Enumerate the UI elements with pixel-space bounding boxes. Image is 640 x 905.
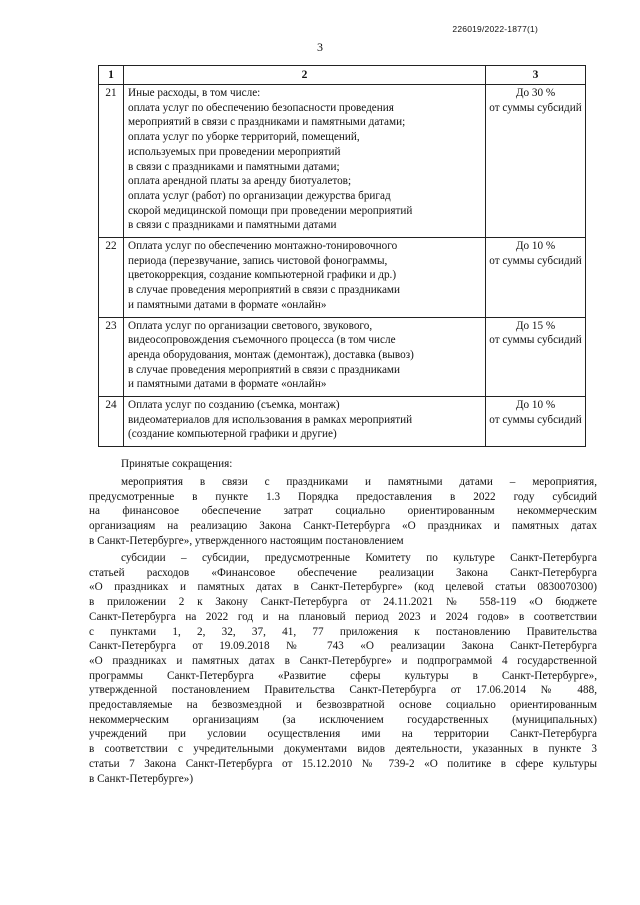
paragraph-line: статьей расходов «Финансовое обеспечение реализации Закона Санкт-Петербурга: [89, 566, 597, 579]
row-description: [124, 238, 486, 318]
paragraph-line: в приложении 2 к Закону Санкт-Петербурга от 24.11.2021 № 558-119 «О бюджете: [89, 596, 597, 609]
description-line: аренда оборудования, монтаж (демонтаж), доставка (вывоз): [128, 348, 414, 361]
description-line: и памятными датами в формате «онлайн»: [128, 378, 327, 391]
row-number: 21: [99, 85, 124, 238]
description-line: оплата услуг (работ) по организации дежурства бригад: [128, 189, 391, 202]
paragraph-line: предусмотренные в пункте 1.3 Порядка предоставления в 2022 году субсидий: [89, 490, 597, 503]
table-row: [99, 317, 586, 397]
paragraph-line: статьи 7 Закона Санкт-Петербурга от 15.12.2010 № 739-2 «О политике в сфере культуры: [89, 757, 597, 770]
limit-basis: от суммы субсидий: [489, 413, 582, 426]
column-header-2: 2: [124, 66, 486, 85]
description-line: оплата услуг по уборке территорий, помещений,: [128, 131, 360, 144]
document-id: 226019/2022-1877(1): [452, 24, 538, 34]
limit-percent: До 30 %: [515, 87, 556, 99]
row-limit: [486, 397, 586, 447]
table-row: [99, 397, 586, 447]
description-line: в связи с праздниками и памятными датами: [128, 219, 337, 232]
description-line: мероприятий в связи с праздниками и памятными датами;: [128, 116, 406, 129]
description-line: видеосопровождения съемочного процесса (в том числе: [128, 334, 396, 347]
row-limit: [486, 317, 586, 397]
paragraph-line: Санкт-Петербурга от 19.09.2018 № 743 «О реализации Закона Санкт-Петербурга: [89, 640, 597, 653]
row-description: [124, 85, 486, 238]
table-row: [99, 85, 586, 238]
paragraph-line: предоставляемые на безвозмездной и безвозвратной основе социально ориентированным: [89, 699, 597, 712]
limit-percent: До 15 %: [515, 319, 556, 332]
description-line: оплата услуг по обеспечению безопасности проведения: [128, 101, 394, 114]
table-row: [99, 238, 586, 318]
description-line: в случае проведения мероприятий в связи с праздниками: [128, 284, 400, 297]
paragraph-line: утвержденной постановлением Правительства Санкт-Петербурга от 17.06.2014 № 488,: [89, 684, 597, 697]
description-line: периода (перезвучание, запись чистовой фонограммы,: [128, 254, 388, 267]
row-description: [124, 397, 486, 447]
paragraph-line: некоммерческим организациям (за исключением государственных (муниципальных): [89, 713, 597, 726]
expenses-table: [98, 65, 586, 447]
paragraph-line: в Санкт-Петербурге»): [89, 772, 194, 785]
description-line: цветокоррекция, создание компьютерной графики и др.): [128, 269, 397, 282]
paragraph-line: организациям на реализацию Закона Санкт-Петербурга «О праздниках и памятных датах: [89, 520, 597, 533]
description-line: и памятными датами в формате «онлайн»: [128, 298, 327, 311]
paragraph-line: учреждений при условии осуществления ими на территории Санкт-Петербурга: [89, 728, 597, 741]
column-header-1: 1: [99, 66, 124, 85]
row-limit: [486, 238, 586, 318]
paragraph-line: с пунктами 1, 2, 32, 37, 41, 77 приложения к постановлению Правительства: [89, 625, 597, 638]
description-line: Иные расходы, в том числе:: [128, 87, 261, 99]
description-line: (создание компьютерной графики и другие): [128, 428, 337, 441]
paragraph-line: на финансовое обеспечение затрат социально ориентированным некоммерческим: [89, 505, 597, 518]
row-description: [124, 317, 486, 397]
limit-basis: от суммы субсидий: [489, 334, 582, 347]
row-limit: [486, 85, 586, 238]
description-line: Оплата услуг по обеспечению монтажно-тонировочного: [128, 240, 398, 253]
paragraph-line: в соответствии с учредительными документами видов деятельности, указанных в пункте 3: [89, 743, 597, 756]
description-line: Оплата услуг по организации светового, звукового,: [128, 319, 373, 332]
limit-basis: от суммы субсидий: [489, 101, 582, 114]
paragraph-line: в Санкт-Петербурге», утвержденного настоящим постановлением: [89, 534, 404, 547]
limit-percent: До 10 %: [515, 399, 556, 412]
description-line: в случае проведения мероприятий в связи с праздниками: [128, 363, 400, 376]
description-line: используемых при проведении мероприятий: [128, 145, 341, 158]
description-line: в связи с праздниками и памятными датами;: [128, 160, 340, 173]
row-number: 23: [99, 317, 124, 397]
column-header-3: 3: [486, 66, 586, 85]
paragraph-line: мероприятия в связи с праздниками и памятными датами – мероприятия,: [121, 476, 597, 488]
page-number: 3: [317, 40, 323, 54]
paragraph-line: программы Санкт-Петербурга «Развитие сферы культуры в Санкт-Петербурге»,: [89, 669, 597, 682]
paragraph-line: Санкт-Петербурга на 2022 год и на плановый период 2023 и 2024 годов» в соответствии: [89, 610, 597, 623]
paragraph-line: «О праздниках и памятных датах в Санкт-Петербурге» и подпрограммой 4 государственной: [89, 654, 597, 667]
description-line: скорой медицинской помощи при проведении мероприятий: [128, 204, 413, 217]
abbreviations-heading: Принятые сокращения:: [121, 458, 233, 470]
table-header-row: [99, 66, 586, 85]
row-number: 24: [99, 397, 124, 447]
abbreviation-paragraph-events: [89, 475, 597, 549]
paragraph-line: «О праздниках и памятных датах в Санкт-Петербурге» (код целевой статьи 0830070300): [89, 581, 597, 594]
description-line: видеоматериалов для использования в рамках мероприятий: [128, 413, 413, 426]
abbreviation-paragraph-subsidies: [89, 551, 597, 786]
row-number: 22: [99, 238, 124, 318]
description-line: Оплата услуг по созданию (съемка, монтаж): [128, 399, 340, 412]
paragraph-line: субсидии – субсидии, предусмотренные Комитету по культуре Санкт-Петербурга: [121, 552, 597, 564]
limit-percent: До 10 %: [515, 240, 556, 253]
limit-basis: от суммы субсидий: [489, 254, 582, 267]
description-line: оплата арендной платы за аренду биотуалетов;: [128, 175, 352, 188]
